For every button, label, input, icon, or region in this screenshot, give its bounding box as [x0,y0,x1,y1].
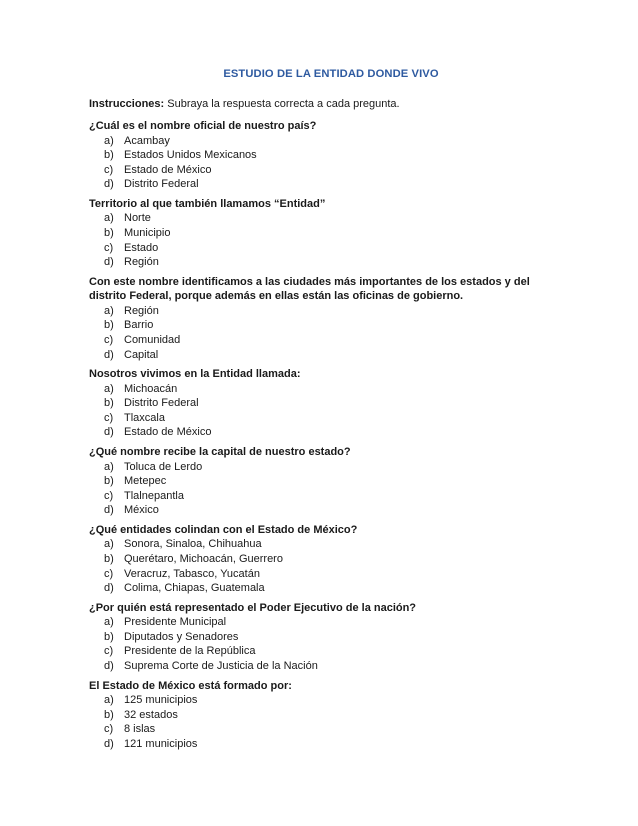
option-text: 32 estados [124,708,178,721]
option-text: Comunidad [124,333,181,346]
option-letter: d) [104,737,114,750]
option-letter: c) [104,163,114,176]
option-text: Suprema Corte de Justicia de la Nación [124,660,318,673]
answer-options [89,382,569,440]
question-text: ¿Qué entidades colindan con el Estado de México? [89,523,358,536]
answer-option[interactable] [104,708,569,723]
answer-options [89,537,569,595]
question-list [89,119,569,752]
option-letter: d) [104,504,114,517]
option-text: Tlaxcala [124,411,165,424]
question-block [89,197,569,270]
option-text: Presidente Municipal [124,616,227,629]
answer-option[interactable] [104,737,569,752]
option-letter: a) [104,134,114,147]
option-text: Capital [124,348,159,361]
question-text: Con este nombre identificamos a las ciudades más importantes de los estados y del distrito Federal, porque además en ellas están las oficinas de gobierno. [89,275,530,303]
option-text: Metepec [124,475,167,488]
instructions [89,97,569,111]
answer-option[interactable] [104,411,569,426]
option-letter: d) [104,582,114,595]
answer-option[interactable] [104,644,569,659]
option-text: Barrio [124,319,154,332]
option-letter: d) [104,348,114,361]
option-text: Tlalnepantla [124,489,184,502]
answer-option[interactable] [104,134,569,149]
option-text: 8 islas [124,723,156,736]
answer-option[interactable] [104,304,569,319]
option-text: Colima, Chiapas, Guatemala [124,582,265,595]
option-text: Estados Unidos Mexicanos [124,149,257,162]
option-text: Veracruz, Tabasco, Yucatán [124,567,260,580]
answer-option[interactable] [104,659,569,674]
option-text: 121 municipios [124,737,198,750]
option-letter: b) [104,149,114,162]
answer-option[interactable] [104,722,569,737]
option-letter: c) [104,333,114,346]
answer-option[interactable] [104,211,569,226]
option-text: Querétaro, Michoacán, Guerrero [124,552,283,565]
option-letter: a) [104,460,114,473]
question-block [89,679,569,752]
option-text: Municipio [124,226,171,239]
option-letter: b) [104,397,114,410]
instructions-label: Instrucciones: [89,98,165,110]
option-letter: a) [104,382,114,395]
answer-options [89,460,569,518]
answer-option[interactable] [104,333,569,348]
answer-option[interactable] [104,241,569,256]
option-letter: a) [104,694,114,707]
answer-option[interactable] [104,693,569,708]
answer-option[interactable] [104,148,569,163]
option-letter: a) [104,212,114,225]
answer-option[interactable] [104,552,569,567]
answer-options [89,304,569,362]
option-letter: c) [104,723,114,736]
question-text: ¿Cuál es el nombre oficial de nuestro país? [89,120,317,132]
option-letter: d) [104,426,114,439]
option-letter: b) [104,552,114,565]
document-title: ESTUDIO DE LA ENTIDAD DONDE VIVO [223,68,439,80]
answer-option[interactable] [104,567,569,582]
option-letter: b) [104,226,114,239]
answer-options [89,693,569,751]
answer-options [89,134,569,192]
question-block [89,275,569,362]
instructions-text: Subraya la respuesta correcta a cada pregunta. [164,98,400,110]
option-text: Distrito Federal [124,397,199,410]
question-text: ¿Qué nombre recibe la capital de nuestro estado? [89,446,351,458]
answer-option[interactable] [104,382,569,397]
answer-options [89,615,569,673]
option-letter: c) [104,645,114,658]
option-text: Región [124,304,159,317]
option-text: Michoacán [124,382,178,395]
option-letter: c) [104,489,114,502]
question-block [89,119,569,192]
option-text: Estado de México [124,163,212,176]
option-text: Norte [124,212,151,225]
answer-options [89,211,569,269]
question-block [89,367,569,440]
option-letter: a) [104,538,114,551]
option-letter: b) [104,319,114,332]
question-text: ¿Por quién está representado el Poder Ejecutivo de la nación? [89,601,417,614]
option-letter: a) [104,304,114,317]
option-text: Toluca de Lerdo [124,460,203,473]
answer-option[interactable] [104,425,569,440]
answer-option[interactable] [104,163,569,178]
option-text: Presidente de la República [124,645,256,658]
answer-option[interactable] [104,474,569,489]
answer-option[interactable] [104,489,569,504]
option-letter: d) [104,660,114,673]
answer-option[interactable] [104,630,569,645]
option-letter: d) [104,178,114,191]
question-text: Territorio al que también llamamos “Entidad” [89,197,326,210]
option-letter: d) [104,256,114,269]
answer-option[interactable] [104,503,569,518]
option-letter: b) [104,630,114,643]
option-text: México [124,504,159,517]
option-text: Diputados y Senadores [124,630,239,643]
question-text: El Estado de México está formado por: [89,679,292,692]
answer-option[interactable] [104,615,569,630]
option-letter: c) [104,567,114,580]
question-text: Nosotros vivimos en la Entidad llamada: [89,368,301,381]
option-letter: b) [104,475,114,488]
question-block [89,523,569,596]
option-text: Estado de México [124,426,212,439]
answer-option[interactable] [104,177,569,192]
option-text: Estado [124,241,159,254]
question-block [89,601,569,674]
answer-option[interactable] [104,318,569,333]
document-page [89,68,569,757]
option-text: Acambay [124,134,170,147]
option-letter: c) [104,241,114,254]
option-letter: c) [104,411,114,424]
answer-option[interactable] [104,255,569,270]
option-letter: a) [104,616,114,629]
answer-option[interactable] [104,348,569,363]
option-text: Distrito Federal [124,178,199,191]
answer-option[interactable] [104,581,569,596]
option-text: 125 municipios [124,694,198,707]
answer-option[interactable] [104,226,569,241]
answer-option[interactable] [104,396,569,411]
option-text: Sonora, Sinaloa, Chihuahua [124,538,262,551]
option-letter: b) [104,708,114,721]
answer-option[interactable] [104,537,569,552]
option-text: Región [124,256,159,269]
answer-option[interactable] [104,460,569,475]
question-block [89,445,569,518]
